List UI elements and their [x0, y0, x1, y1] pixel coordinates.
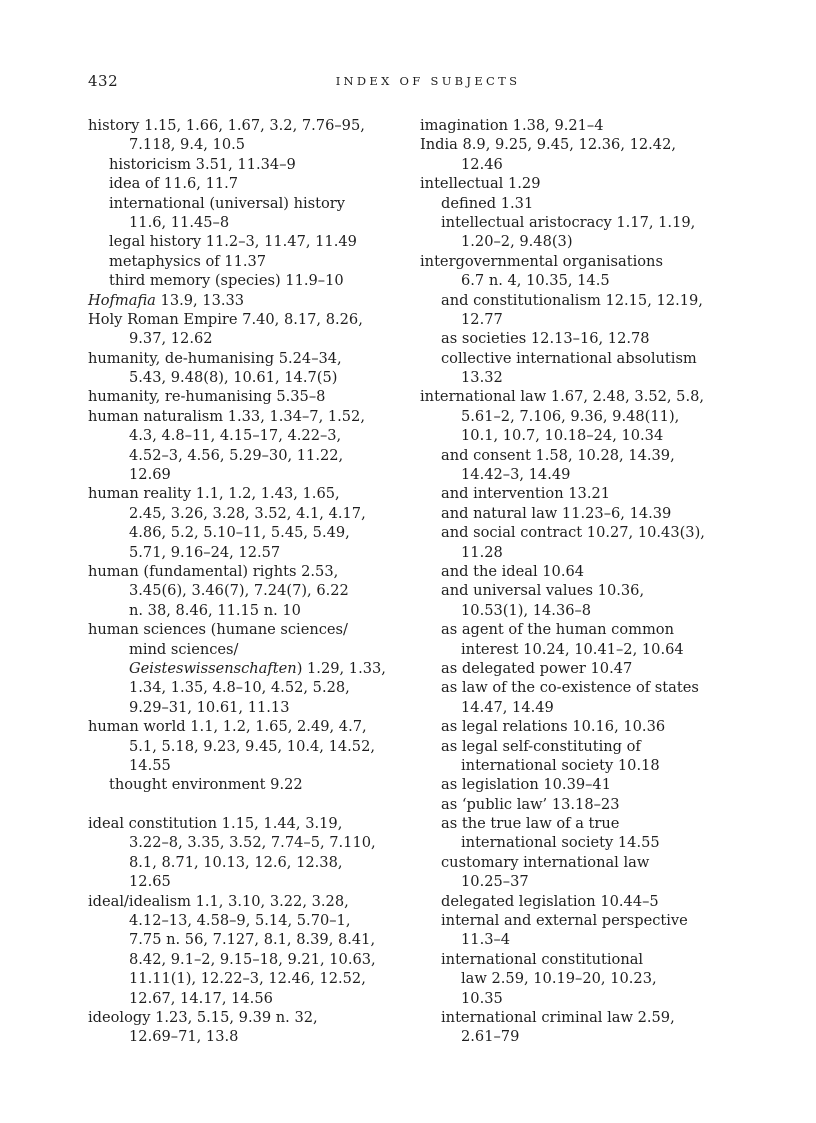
- index-continuation: international society 14.55: [461, 834, 660, 852]
- index-subentry: and universal values 10.36,: [441, 582, 645, 600]
- index-entry: ideology 1.23, 5.15, 9.39 n. 32,: [88, 1008, 318, 1026]
- index-subentry: as the true law of a true: [441, 815, 620, 833]
- index-continuation: 4.52–3, 4.56, 5.29–30, 11.22,: [129, 446, 344, 464]
- index-continuation: 1.20–2, 9.48(3): [461, 233, 573, 251]
- index-continuation: 4.3, 4.8–11, 4.15–17, 4.22–3,: [129, 427, 342, 445]
- index-continuation: 6.7 n. 4, 10.35, 14.5: [461, 272, 610, 290]
- index-entry: human reality 1.1, 1.2, 1.43, 1.65,: [88, 485, 340, 503]
- index-subentry: and consent 1.58, 10.28, 14.39,: [441, 446, 675, 464]
- index-continuation: 14.47, 14.49: [461, 698, 554, 716]
- index-subentry: international criminal law 2.59,: [441, 1008, 675, 1026]
- index-subentry: and the ideal 10.64: [441, 562, 585, 580]
- index-subentry: defined 1.31: [441, 194, 534, 212]
- index-continuation: 12.69: [129, 466, 171, 484]
- index-entry: human world 1.1, 1.2, 1.65, 2.49, 4.7,: [88, 718, 367, 736]
- index-continuation: n. 38, 8.46, 11.15 n. 10: [129, 601, 301, 619]
- index-entry: human (fundamental) rights 2.53,: [88, 562, 339, 580]
- index-continuation: 7.75 n. 56, 7.127, 8.1, 8.39, 8.41,: [129, 931, 376, 949]
- index-continuation: 12.67, 14.17, 14.56: [129, 989, 273, 1007]
- index-continuation: 5.1, 5.18, 9.23, 9.45, 10.4, 14.52,: [129, 737, 375, 755]
- page-number: 432: [88, 72, 119, 90]
- index-continuation: 10.1, 10.7, 10.18–24, 10.34: [461, 427, 664, 445]
- index-subentry: internal and external perspective: [441, 912, 688, 930]
- page-header: [88, 72, 728, 100]
- index-entry: intellectual 1.29: [420, 175, 541, 193]
- index-entry: humanity, de-humanising 5.24–34,: [88, 349, 342, 367]
- index-continuation: 11.6, 11.45–8: [129, 213, 230, 231]
- index-entry: [88, 291, 398, 310]
- index-column-left: [88, 116, 398, 1047]
- index-subentry: and constitutionalism 12.15, 12.19,: [441, 291, 703, 309]
- index-continuation: 7.118, 9.4, 10.5: [129, 136, 246, 154]
- index-subentry: as legal relations 10.16, 10.36: [441, 718, 666, 736]
- index-continuation: 12.65: [129, 873, 171, 891]
- index-continuation: 3.45(6), 3.46(7), 7.24(7), 6.22: [129, 582, 349, 600]
- index-continuation: 13.32: [461, 369, 503, 387]
- index-subentry: idea of 11.6, 11.7: [109, 175, 239, 193]
- index-continuation: 11.28: [461, 543, 503, 561]
- index-continuation: 10.35: [461, 989, 503, 1007]
- index-subentry: customary international law: [441, 853, 650, 871]
- index-subentry: as legal self-constituting of: [441, 737, 641, 755]
- index-continuation: 10.25–37: [461, 873, 529, 891]
- index-column-right: [420, 116, 740, 1047]
- index-subentry: as delegated power 10.47: [441, 659, 633, 677]
- index-subentry: and natural law 11.23–6, 14.39: [441, 504, 672, 522]
- index-subentry: as ‘public law’ 13.18–23: [441, 795, 620, 813]
- index-entry: India 8.9, 9.25, 9.45, 12.36, 12.42,: [420, 136, 677, 154]
- index-entry: Holy Roman Empire 7.40, 8.17, 8.26,: [88, 310, 363, 328]
- index-continuation: 12.69–71, 13.8: [129, 1028, 239, 1046]
- index-continuation: interest 10.24, 10.41–2, 10.64: [461, 640, 684, 658]
- index-continuation: 14.42–3, 14.49: [461, 466, 571, 484]
- running-head: INDEX OF SUBJECTS: [335, 74, 521, 88]
- index-spacer: [88, 795, 398, 814]
- index-continuation: 8.42, 9.1–2, 9.15–18, 9.21, 10.63,: [129, 950, 376, 968]
- index-entry: ideal/idealism 1.1, 3.10, 3.22, 3.28,: [88, 892, 349, 910]
- index-subentry: and social contract 10.27, 10.43(3),: [441, 524, 705, 542]
- index-entry: human naturalism 1.33, 1.34–7, 1.52,: [88, 407, 365, 425]
- index-continuation: law 2.59, 10.19–20, 10.23,: [461, 970, 657, 988]
- index-continuation: 3.22–8, 3.35, 3.52, 7.74–5, 7.110,: [129, 834, 376, 852]
- index-subentry: legal history 11.2–3, 11.47, 11.49: [109, 233, 357, 251]
- italic-term: Hofmafia: [88, 291, 156, 309]
- index-continuation: 9.37, 12.62: [129, 330, 213, 348]
- index-subentry: as legislation 10.39–41: [441, 776, 612, 794]
- index-subentry: as law of the co-existence of states: [441, 679, 699, 697]
- index-continuation: 11.3–4: [461, 931, 511, 949]
- index-continuation: 10.53(1), 14.36–8: [461, 601, 592, 619]
- index-continuation: 9.29–31, 10.61, 11.13: [129, 698, 290, 716]
- index-continuation: 5.43, 9.48(8), 10.61, 14.7(5): [129, 369, 338, 387]
- index-entry: ideal constitution 1.15, 1.44, 3.19,: [88, 815, 343, 833]
- index-continuation: 2.45, 3.26, 3.28, 3.52, 4.1, 4.17,: [129, 504, 366, 522]
- index-continuation: 5.71, 9.16–24, 12.57: [129, 543, 281, 561]
- index-continuation: 12.46: [461, 155, 503, 173]
- index-entry: international law 1.67, 2.48, 3.52, 5.8,: [420, 388, 705, 406]
- index-entry: imagination 1.38, 9.21–4: [420, 117, 604, 134]
- index-continuation: 1.34, 1.35, 4.8–10, 4.52, 5.28,: [129, 679, 350, 697]
- index-entry: intergovernmental organisations: [420, 252, 663, 270]
- index-continuation: 11.11(1), 12.22–3, 12.46, 12.52,: [129, 970, 366, 988]
- index-subentry: thought environment 9.22: [109, 776, 303, 794]
- index-subentry: third memory (species) 11.9–10: [109, 272, 344, 290]
- entry-refs: ) 1.29, 1.33,: [296, 659, 386, 677]
- index-continuation: 14.55: [129, 756, 171, 774]
- index-continuation: 2.61–79: [461, 1028, 520, 1046]
- index-subentry: international (universal) history: [109, 194, 346, 212]
- index-subentry: delegated legislation 10.44–5: [441, 892, 659, 910]
- index-subentry: and intervention 13.21: [441, 485, 611, 503]
- index-subentry: intellectual aristocracy 1.17, 1.19,: [441, 213, 696, 231]
- index-continuation: 5.61–2, 7.106, 9.36, 9.48(11),: [461, 407, 680, 425]
- index-subentry: as agent of the human common: [441, 621, 674, 639]
- italic-term: Geisteswissenschaften: [129, 659, 297, 677]
- entry-refs: 13.9, 13.33: [155, 291, 245, 309]
- index-subentry: collective international absolutism: [441, 349, 697, 367]
- index-continuation: 4.86, 5.2, 5.10–11, 5.45, 5.49,: [129, 524, 350, 542]
- index-entry: human sciences (humane sciences/: [88, 621, 348, 639]
- index-continuation: [88, 659, 398, 678]
- index-subentry: international constitutional: [441, 950, 644, 968]
- index-continuation: international society 10.18: [461, 756, 660, 774]
- index-entry: history 1.15, 1.66, 1.67, 3.2, 7.76–95,: [88, 117, 365, 134]
- index-subentry: as societies 12.13–16, 12.78: [441, 330, 650, 348]
- index-subentry: historicism 3.51, 11.34–9: [109, 155, 296, 173]
- index-subentry: metaphysics of 11.37: [109, 252, 267, 270]
- index-entry: humanity, re-humanising 5.35–8: [88, 388, 326, 406]
- index-continuation: mind sciences/: [129, 640, 239, 658]
- index-continuation: 4.12–13, 4.58–9, 5.14, 5.70–1,: [129, 912, 351, 930]
- index-continuation: 12.77: [461, 310, 503, 328]
- index-continuation: 8.1, 8.71, 10.13, 12.6, 12.38,: [129, 853, 343, 871]
